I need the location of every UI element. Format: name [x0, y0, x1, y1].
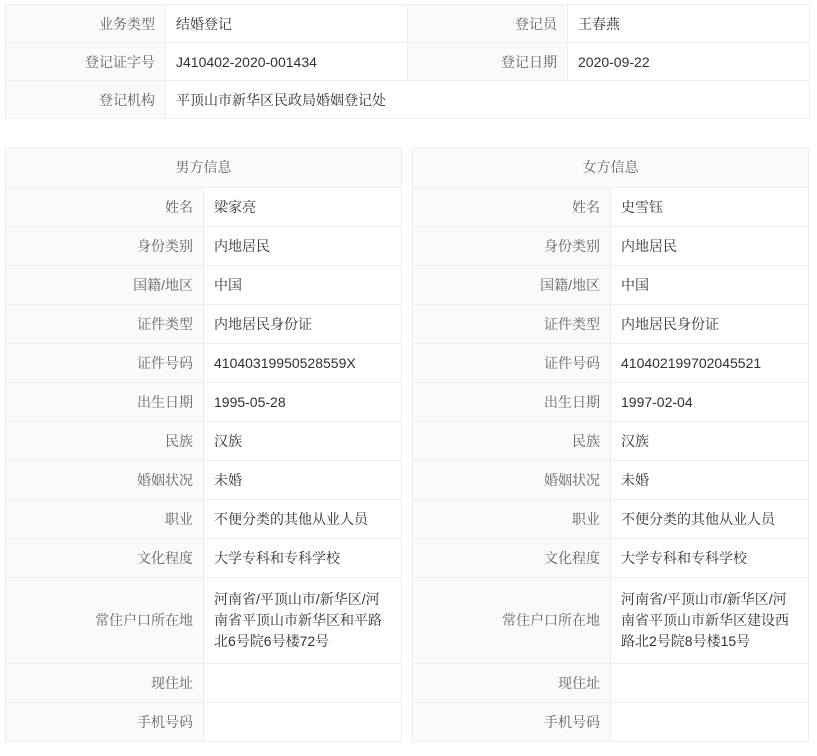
- table-row: [413, 344, 809, 383]
- table-row: [413, 148, 809, 188]
- table-row: [6, 148, 402, 188]
- table-row: [6, 227, 402, 266]
- female-field-label-id-number: 证件号码: [413, 344, 611, 383]
- female-field-label-ethnicity: 民族: [413, 422, 611, 461]
- table-row: [6, 664, 402, 703]
- female-field-label-mobile: 手机号码: [413, 703, 611, 742]
- male-info-column: [5, 147, 402, 742]
- male-field-value-birth-date: 1995-05-28: [204, 383, 402, 422]
- male-field-label-identity-category: 身份类别: [6, 227, 204, 266]
- male-field-label-household-address: 常住户口所在地: [6, 578, 204, 664]
- female-field-value-mobile: [611, 703, 809, 742]
- female-field-label-occupation: 职业: [413, 500, 611, 539]
- female-field-label-nationality: 国籍/地区: [413, 266, 611, 305]
- male-field-label-id-number: 证件号码: [6, 344, 204, 383]
- field-label-business-type: 业务类型: [6, 5, 166, 43]
- female-field-label-household-address: 常住户口所在地: [413, 578, 611, 664]
- table-row: [6, 703, 402, 742]
- female-info-table: [412, 147, 809, 742]
- table-row: [413, 500, 809, 539]
- male-field-label-name: 姓名: [6, 188, 204, 227]
- female-info-column: [412, 147, 809, 742]
- table-row: [6, 500, 402, 539]
- table-row: [413, 578, 809, 664]
- table-row: [6, 578, 402, 664]
- male-field-label-mobile: 手机号码: [6, 703, 204, 742]
- table-row: [413, 539, 809, 578]
- table-row: [413, 227, 809, 266]
- table-row: [6, 266, 402, 305]
- male-field-value-household-address: 河南省/平顶山市/新华区/河南省平顶山市新华区和平路北6号院6号楼72号: [204, 578, 402, 664]
- male-info-title: 男方信息: [6, 148, 402, 188]
- male-field-label-current-address: 现住址: [6, 664, 204, 703]
- field-value-registration-office: 平顶山市新华区民政局婚姻登记处: [166, 81, 810, 119]
- field-value-certificate-number: J410402-2020-001434: [166, 43, 408, 81]
- table-row: [413, 461, 809, 500]
- female-field-value-marital-status: 未婚: [611, 461, 809, 500]
- female-field-value-id-number: 410402199702045521: [611, 344, 809, 383]
- field-value-registrar: 王春燕: [568, 5, 810, 43]
- male-field-value-id-number: 41040319950528559X: [204, 344, 402, 383]
- table-row: [6, 539, 402, 578]
- male-field-label-marital-status: 婚姻状况: [6, 461, 204, 500]
- female-field-value-nationality: 中国: [611, 266, 809, 305]
- table-row: [6, 5, 810, 43]
- male-field-value-occupation: 不便分类的其他从业人员: [204, 500, 402, 539]
- male-field-value-current-address: [204, 664, 402, 703]
- male-field-label-education: 文化程度: [6, 539, 204, 578]
- male-field-value-identity-category: 内地居民: [204, 227, 402, 266]
- party-info-columns: [5, 147, 810, 742]
- table-row: [6, 43, 810, 81]
- female-field-value-occupation: 不便分类的其他从业人员: [611, 500, 809, 539]
- table-row: [6, 305, 402, 344]
- female-field-value-current-address: [611, 664, 809, 703]
- field-label-registrar: 登记员: [408, 5, 568, 43]
- female-field-label-id-type: 证件类型: [413, 305, 611, 344]
- table-row: [6, 188, 402, 227]
- table-row: [413, 703, 809, 742]
- male-field-value-education: 大学专科和专科学校: [204, 539, 402, 578]
- female-field-label-name: 姓名: [413, 188, 611, 227]
- female-info-title: 女方信息: [413, 148, 809, 188]
- field-label-registration-office: 登记机构: [6, 81, 166, 119]
- male-field-value-ethnicity: 汉族: [204, 422, 402, 461]
- female-field-value-ethnicity: 汉族: [611, 422, 809, 461]
- male-field-label-nationality: 国籍/地区: [6, 266, 204, 305]
- table-row: [413, 422, 809, 461]
- female-field-label-birth-date: 出生日期: [413, 383, 611, 422]
- male-info-table: [5, 147, 402, 742]
- male-field-value-name: 梁家亮: [204, 188, 402, 227]
- female-field-value-id-type: 内地居民身份证: [611, 305, 809, 344]
- table-row: [6, 81, 810, 119]
- field-label-registration-date: 登记日期: [408, 43, 568, 81]
- table-row: [6, 461, 402, 500]
- male-field-value-nationality: 中国: [204, 266, 402, 305]
- female-field-label-identity-category: 身份类别: [413, 227, 611, 266]
- female-field-value-education: 大学专科和专科学校: [611, 539, 809, 578]
- female-field-value-birth-date: 1997-02-04: [611, 383, 809, 422]
- table-row: [6, 383, 402, 422]
- table-row: [413, 188, 809, 227]
- field-value-registration-date: 2020-09-22: [568, 43, 810, 81]
- male-field-value-marital-status: 未婚: [204, 461, 402, 500]
- female-field-label-current-address: 现住址: [413, 664, 611, 703]
- field-value-business-type: 结婚登记: [166, 5, 408, 43]
- male-field-value-mobile: [204, 703, 402, 742]
- table-row: [6, 344, 402, 383]
- table-row: [6, 422, 402, 461]
- female-field-label-marital-status: 婚姻状况: [413, 461, 611, 500]
- female-field-label-education: 文化程度: [413, 539, 611, 578]
- field-label-certificate-number: 登记证字号: [6, 43, 166, 81]
- table-row: [413, 305, 809, 344]
- male-field-label-ethnicity: 民族: [6, 422, 204, 461]
- female-field-value-identity-category: 内地居民: [611, 227, 809, 266]
- female-field-value-name: 史雪钰: [611, 188, 809, 227]
- table-row: [413, 664, 809, 703]
- marriage-registration-detail: [0, 4, 817, 742]
- female-field-value-household-address: 河南省/平顶山市/新华区/河南省平顶山市新华区建设西路北2号院8号楼15号: [611, 578, 809, 664]
- male-field-label-occupation: 职业: [6, 500, 204, 539]
- registration-summary-table: [5, 4, 810, 119]
- table-row: [413, 383, 809, 422]
- table-row: [413, 266, 809, 305]
- male-field-value-id-type: 内地居民身份证: [204, 305, 402, 344]
- male-field-label-birth-date: 出生日期: [6, 383, 204, 422]
- male-field-label-id-type: 证件类型: [6, 305, 204, 344]
